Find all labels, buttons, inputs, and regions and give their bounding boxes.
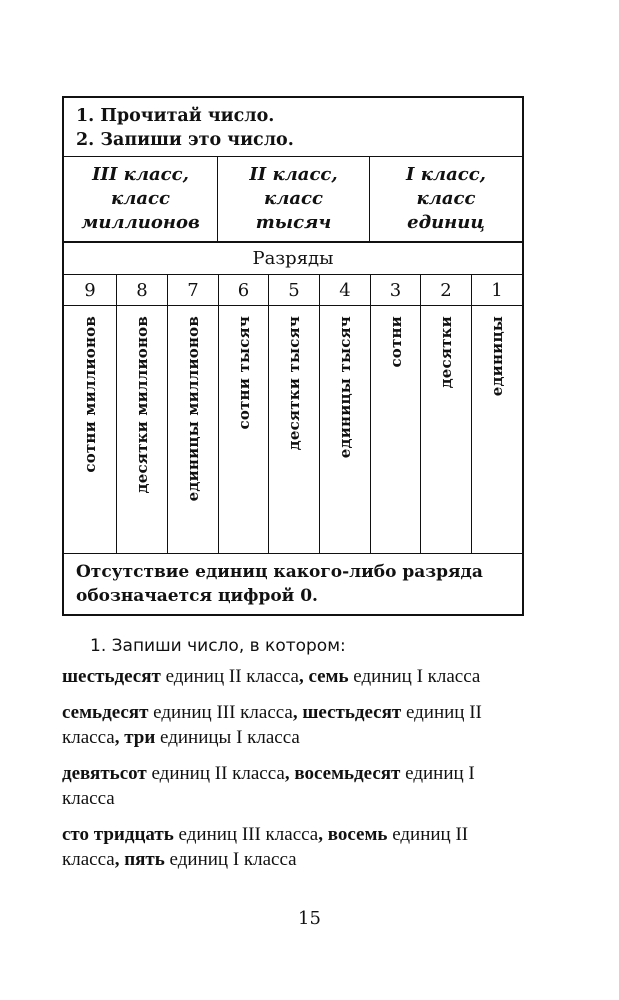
task-number-word: семьдесят — [62, 702, 149, 723]
digit-cell: 4 — [320, 275, 371, 305]
place-name-cell — [219, 306, 269, 553]
digit-cell: 9 — [64, 275, 117, 305]
place-name-label: сотни тысяч — [234, 316, 253, 430]
page-number: 15 — [298, 908, 321, 929]
task-items — [62, 664, 528, 883]
task-number-word: , шестьдесят — [292, 702, 402, 723]
class-millions: III класс, класс миллионов — [64, 157, 218, 241]
task-text: единиц I класса — [62, 763, 475, 809]
task-number-word: сто тридцать — [62, 824, 174, 845]
place-name-cell — [371, 306, 421, 553]
place-name-label: десятки миллионов — [133, 316, 151, 494]
instructions — [64, 98, 522, 157]
task-text: единиц I класса — [348, 666, 481, 687]
task-number-word: шестьдесят — [62, 666, 161, 687]
place-name-cell — [421, 306, 472, 553]
class-units: I класс, класс единиц — [406, 164, 486, 233]
task-text: единиц II класса — [160, 666, 299, 687]
place-name-label: единицы — [488, 316, 506, 397]
digit-cell: 5 — [269, 275, 320, 305]
digit-row — [64, 275, 522, 306]
class-header-row — [64, 157, 522, 243]
task-item — [62, 700, 528, 750]
place-name-cell — [269, 306, 320, 553]
task-item — [62, 822, 528, 872]
place-name-cell — [117, 306, 168, 553]
task-text: единиц II класса — [146, 763, 285, 784]
place-name-label: сотни — [386, 316, 405, 368]
digit-cell: 3 — [371, 275, 421, 305]
task-heading: 1. Запиши число, в котором: — [90, 636, 346, 656]
place-name-label: сотни миллионов — [81, 316, 99, 473]
digit-cell: 8 — [117, 275, 168, 305]
digit-cell: 6 — [219, 275, 269, 305]
task-number-word: , семь — [298, 666, 349, 687]
task-text: единиц III класса — [173, 824, 319, 845]
task-number-word: , пять — [114, 849, 165, 870]
class-thousands: II класс, класс тысяч — [218, 157, 370, 241]
task-item — [62, 761, 528, 811]
instruction-1: 1. Прочитай число. — [76, 106, 275, 126]
place-name-label: единицы миллионов — [184, 316, 202, 502]
task-item — [62, 664, 528, 689]
place-name-cell — [64, 306, 117, 553]
razryady-header: Разряды — [64, 243, 522, 275]
place-name-row — [64, 306, 522, 554]
task-text: единиц I класса — [164, 849, 297, 870]
digit-cell: 2 — [421, 275, 472, 305]
instruction-2: 2. Запиши это число. — [76, 130, 294, 150]
place-value-table — [62, 96, 524, 616]
task-number-word: девятьсот — [62, 763, 147, 784]
place-name-label: десятки — [437, 316, 455, 389]
task-number-word: , три — [114, 727, 156, 748]
task-text: единиц III класса — [148, 702, 293, 723]
zero-note: Отсутствие единиц какого-либо разряда обозначается цифрой 0. — [76, 562, 483, 606]
place-name-label: десятки тысяч — [285, 316, 303, 451]
task-text: единиц II класса — [62, 824, 469, 870]
place-name-label: единицы тысяч — [336, 316, 354, 459]
place-name-cell — [168, 306, 219, 553]
task-text: единицы I класса — [155, 727, 300, 748]
task-number-word: , восемь — [318, 824, 388, 845]
task-text: единиц II класса — [62, 702, 482, 748]
place-name-cell — [472, 306, 522, 553]
digit-cell: 7 — [168, 275, 219, 305]
digit-cell: 1 — [491, 279, 503, 301]
task-number-word: , восемьдесят — [284, 763, 401, 784]
place-name-cell — [320, 306, 371, 553]
